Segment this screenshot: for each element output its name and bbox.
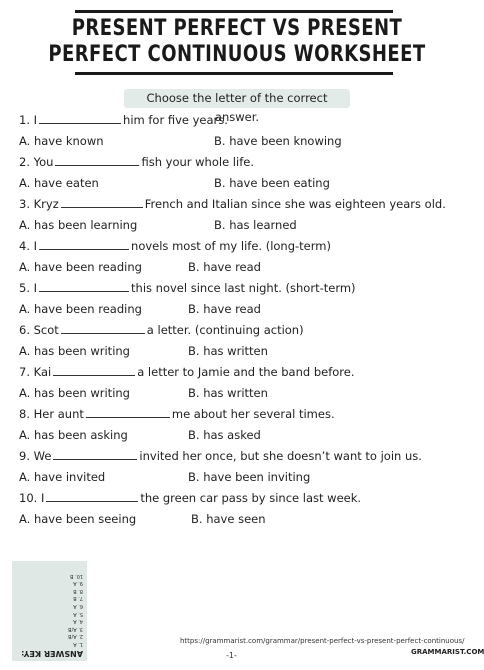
option-b[interactable]: B. has learned: [214, 218, 297, 232]
question-stem: 8. Her aunt: [19, 407, 84, 421]
worksheet-title-line-1: PRESENT PERFECT VS PRESENT: [71, 16, 403, 41]
question-stem: 4. I: [19, 239, 38, 253]
question-stem: 5. I: [19, 281, 38, 295]
question-2: [19, 154, 254, 170]
answer-key-list: [68, 571, 83, 647]
answer-key-item: 7. B: [73, 595, 83, 602]
answer-blank[interactable]: [61, 197, 143, 208]
question-text: me about her several times.: [171, 407, 335, 421]
worksheet-title-line-2: PERFECT CONTINUOUS WORKSHEET: [48, 42, 426, 67]
option-b[interactable]: B. have been knowing: [214, 134, 342, 148]
question-stem: 3. Kryz: [19, 197, 59, 211]
answer-key-item: 1. A: [73, 641, 83, 647]
question-stem: 7. Kai: [19, 365, 52, 379]
question-7: [19, 364, 355, 380]
question-text: him for five years.: [123, 113, 228, 127]
question-stem: 6. Scot: [19, 323, 59, 337]
question-text: novels most of my life. (long-term): [131, 239, 331, 253]
option-b[interactable]: B. have been inviting: [188, 470, 311, 484]
option-a[interactable]: A. have been seeing: [19, 512, 137, 526]
option-a[interactable]: A. have eaten: [19, 176, 99, 190]
question-1: [19, 112, 228, 128]
question-10: [19, 490, 361, 506]
question-9: [19, 448, 422, 464]
option-a[interactable]: A. has been writing: [19, 344, 130, 358]
option-a[interactable]: A. has been learning: [19, 218, 138, 232]
answer-key-box: [12, 561, 87, 661]
answer-key-item: 5. A: [73, 610, 83, 617]
title-bottom-rule: [75, 72, 393, 75]
option-a[interactable]: A. have known: [19, 134, 104, 148]
option-b[interactable]: B. have been eating: [214, 176, 330, 190]
option-a[interactable]: A. has been asking: [19, 428, 128, 442]
option-b[interactable]: B. have read: [188, 302, 261, 316]
answer-blank[interactable]: [61, 323, 145, 334]
footer-url[interactable]: https://grammarist.com/grammar/present-perfect-vs-present-perfect-continuous/: [180, 637, 465, 645]
question-5: [19, 280, 356, 296]
question-text: the green car pass by since last week.: [140, 491, 362, 505]
question-text: fish your whole life.: [141, 155, 254, 169]
answer-blank[interactable]: [55, 155, 139, 166]
option-a[interactable]: A. have invited: [19, 470, 106, 484]
option-b[interactable]: B. has asked: [188, 428, 261, 442]
question-text: French and Italian since she was eighteen years old.: [144, 197, 446, 211]
answer-blank[interactable]: [39, 281, 129, 292]
answer-key-item: 8. B: [73, 587, 83, 594]
question-8: [19, 406, 335, 422]
answer-key-title: ANSWER KEY:: [21, 649, 83, 658]
instruction-banner: Choose the letter of the correct answer.: [124, 89, 350, 108]
question-text: a letter to Jamie and the band before.: [137, 365, 355, 379]
answer-blank[interactable]: [39, 239, 129, 250]
answer-key-item: 4. A: [73, 618, 83, 625]
page-number: -1-: [226, 651, 237, 660]
answer-key-item: 3. A/B: [68, 625, 83, 632]
brand-logo-text: GRAMMARIST.COM: [411, 648, 484, 656]
question-4: [19, 238, 331, 254]
answer-blank[interactable]: [53, 449, 137, 460]
question-stem: 9. We: [19, 449, 52, 463]
question-3: [19, 196, 446, 212]
option-b[interactable]: B. has written: [188, 386, 268, 400]
option-b[interactable]: B. have seen: [191, 512, 266, 526]
answer-key-item: 6. A: [73, 603, 83, 610]
title-top-rule: [75, 10, 393, 13]
answer-blank[interactable]: [39, 113, 121, 124]
question-text: this novel since last night. (short-term): [131, 281, 356, 295]
answer-blank[interactable]: [86, 407, 170, 418]
option-a[interactable]: A. have been reading: [19, 302, 142, 316]
option-a[interactable]: A. have been reading: [19, 260, 142, 274]
question-stem: 1. I: [19, 113, 38, 127]
question-text: a letter. (continuing action): [146, 323, 304, 337]
answer-blank[interactable]: [46, 491, 138, 502]
question-stem: 2. You: [19, 155, 54, 169]
question-6: [19, 322, 304, 338]
option-b[interactable]: B. have read: [188, 260, 261, 274]
option-b[interactable]: B. has written: [188, 344, 268, 358]
question-text: invited her once, but she doesn’t want to join us.: [139, 449, 422, 463]
option-a[interactable]: A. has been writing: [19, 386, 130, 400]
answer-blank[interactable]: [53, 365, 135, 376]
answer-key-item: 10. B: [70, 572, 83, 579]
answer-key-item: 2. A/B: [68, 633, 83, 640]
question-stem: 10. I: [19, 491, 45, 505]
answer-key-item: 9. A: [73, 580, 83, 587]
